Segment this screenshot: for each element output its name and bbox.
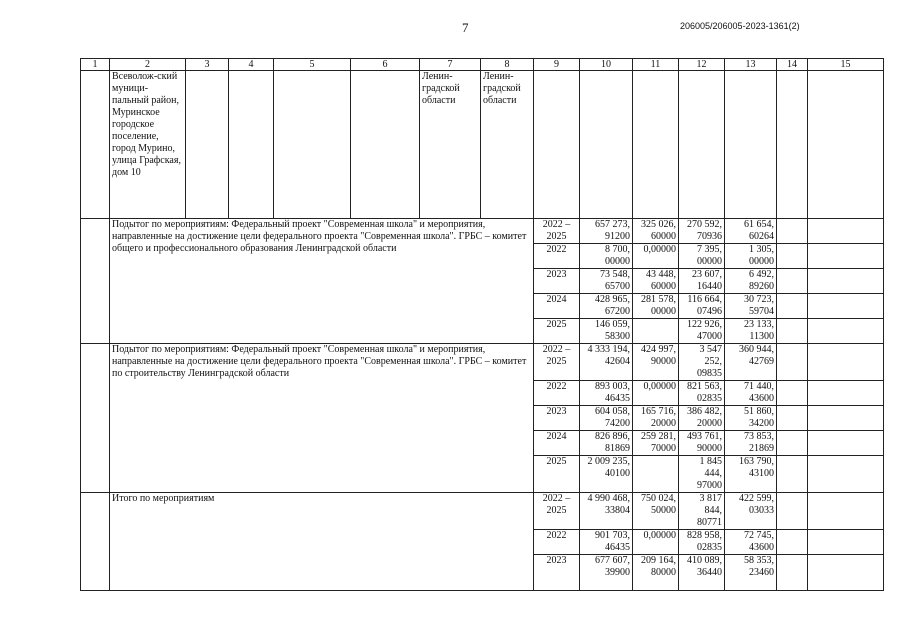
page-number: 7	[462, 20, 469, 35]
table-row	[81, 219, 884, 244]
empty-cell	[808, 381, 884, 406]
value-local: 58 353, 23460	[725, 555, 777, 591]
empty-cell	[808, 431, 884, 456]
year-cell: 2022	[534, 530, 580, 555]
year-cell: 2023	[534, 269, 580, 294]
empty-cell	[808, 319, 884, 344]
value-total: 146 059, 58300	[580, 319, 633, 344]
value-federal: 0,00000	[633, 530, 679, 555]
year-cell: 2024	[534, 294, 580, 319]
empty-cell	[777, 530, 808, 555]
column-number: 6	[351, 59, 420, 71]
column-number: 5	[274, 59, 351, 71]
value-federal: 325 026, 60000	[633, 219, 679, 244]
year-cell: 2022	[534, 381, 580, 406]
value-federal	[633, 319, 679, 344]
value-total: 4 990 468, 33804	[580, 493, 633, 530]
year-cell: 2022 – 2025	[534, 344, 580, 381]
year-cell: 2023	[534, 406, 580, 431]
value-local: 30 723, 59704	[725, 294, 777, 319]
value-total: 901 703, 46435	[580, 530, 633, 555]
document-id: 206005/206005-2023-1361(2)	[680, 21, 800, 31]
value-federal: 0,00000	[633, 244, 679, 269]
empty-cell	[808, 344, 884, 381]
column-number-row	[81, 59, 884, 71]
value-local: 73 853, 21869	[725, 431, 777, 456]
value-regional: 493 761, 90000	[679, 431, 725, 456]
value-local: 1 305, 00000	[725, 244, 777, 269]
year-cell: 2025	[534, 456, 580, 493]
value-regional: 122 926, 47000	[679, 319, 725, 344]
value-total: 428 965, 67200	[580, 294, 633, 319]
value-regional: 386 482, 20000	[679, 406, 725, 431]
empty-cell	[777, 244, 808, 269]
empty-cell	[777, 344, 808, 381]
value-federal: 424 997, 90000	[633, 344, 679, 381]
empty-cell	[777, 294, 808, 319]
empty-cell	[808, 294, 884, 319]
value-local: 72 745, 43600	[725, 530, 777, 555]
value-total: 893 003, 46435	[580, 381, 633, 406]
year-cell: 2025	[534, 319, 580, 344]
column-number: 10	[580, 59, 633, 71]
empty-cell	[808, 555, 884, 591]
value-regional: 1 845 444, 97000	[679, 456, 725, 493]
value-regional: 821 563, 02835	[679, 381, 725, 406]
object-row	[81, 71, 884, 219]
value-total: 4 333 194, 42604	[580, 344, 633, 381]
year-cell: 2022	[534, 244, 580, 269]
group-label: Итого по мероприятиям	[110, 493, 534, 591]
value-total: 73 548, 65700	[580, 269, 633, 294]
value-local: 71 440, 43600	[725, 381, 777, 406]
empty-cell	[777, 219, 808, 244]
value-federal: 165 716, 20000	[633, 406, 679, 431]
value-federal: 281 578, 00000	[633, 294, 679, 319]
budget-table	[80, 58, 884, 591]
empty-cell	[777, 431, 808, 456]
empty-cell	[808, 530, 884, 555]
value-regional: 3 547 252, 09835	[679, 344, 725, 381]
value-total: 677 607, 39900	[580, 555, 633, 591]
empty-cell	[777, 493, 808, 530]
value-federal	[633, 456, 679, 493]
column-number: 7	[420, 59, 481, 71]
group-label: Подытог по мероприятиям: Федеральный проект "Современная школа" и мероприятия, направленные на достижение цели федерального проекта "Современная школа". ГРБС – комитет общего и профессионального образования Ленинградской области	[110, 219, 534, 344]
value-regional: 116 664, 07496	[679, 294, 725, 319]
value-local: 23 133, 11300	[725, 319, 777, 344]
value-federal: 0,00000	[633, 381, 679, 406]
value-local: 163 790, 43100	[725, 456, 777, 493]
location-cell: Всеволож-ский муници-пальный район, Муринское городское поселение, город Мурино, улица Графская, дом 10	[110, 71, 186, 219]
value-regional: 23 607, 16440	[679, 269, 725, 294]
empty-cell	[808, 456, 884, 493]
region-cell: Ленин-градской области	[481, 71, 534, 219]
empty-cell	[808, 244, 884, 269]
empty-cell	[808, 219, 884, 244]
value-regional: 3 817 844, 80771	[679, 493, 725, 530]
value-local: 360 944, 42769	[725, 344, 777, 381]
value-federal: 209 164, 80000	[633, 555, 679, 591]
column-number: 3	[186, 59, 229, 71]
value-total: 2 009 235, 40100	[580, 456, 633, 493]
column-number: 13	[725, 59, 777, 71]
value-local: 51 860, 34200	[725, 406, 777, 431]
empty-cell	[777, 319, 808, 344]
value-regional: 410 089, 36440	[679, 555, 725, 591]
empty-cell	[777, 381, 808, 406]
column-number: 15	[808, 59, 884, 71]
empty-cell	[808, 493, 884, 530]
value-federal: 750 024, 50000	[633, 493, 679, 530]
value-local: 6 492, 89260	[725, 269, 777, 294]
group-label: Подытог по мероприятиям: Федеральный проект "Современная школа" и мероприятия, направленные на достижение цели федерального проекта "Современная школа". ГРБС – комитет по строительству Ленинградской области	[110, 344, 534, 493]
empty-cell	[777, 406, 808, 431]
table-row	[81, 344, 884, 381]
empty-cell	[808, 406, 884, 431]
column-number: 11	[633, 59, 679, 71]
column-number: 2	[110, 59, 186, 71]
column-number: 1	[81, 59, 110, 71]
value-local: 61 654, 60264	[725, 219, 777, 244]
value-regional: 828 958, 02835	[679, 530, 725, 555]
empty-cell	[777, 456, 808, 493]
column-number: 12	[679, 59, 725, 71]
value-regional: 270 592, 70936	[679, 219, 725, 244]
value-federal: 259 281, 70000	[633, 431, 679, 456]
value-local: 422 599, 03033	[725, 493, 777, 530]
empty-cell	[808, 269, 884, 294]
empty-cell	[777, 555, 808, 591]
year-cell: 2024	[534, 431, 580, 456]
value-federal: 43 448, 60000	[633, 269, 679, 294]
value-total: 826 896, 81869	[580, 431, 633, 456]
column-number: 8	[481, 59, 534, 71]
region-cell: Ленин-градской области	[420, 71, 481, 219]
year-cell: 2023	[534, 555, 580, 591]
column-number: 14	[777, 59, 808, 71]
table-row	[81, 493, 884, 530]
column-number: 9	[534, 59, 580, 71]
value-regional: 7 395, 00000	[679, 244, 725, 269]
year-cell: 2022 – 2025	[534, 493, 580, 530]
year-cell: 2022 – 2025	[534, 219, 580, 244]
value-total: 604 058, 74200	[580, 406, 633, 431]
empty-cell	[777, 269, 808, 294]
value-total: 8 700, 00000	[580, 244, 633, 269]
value-total: 657 273, 91200	[580, 219, 633, 244]
column-number: 4	[229, 59, 274, 71]
